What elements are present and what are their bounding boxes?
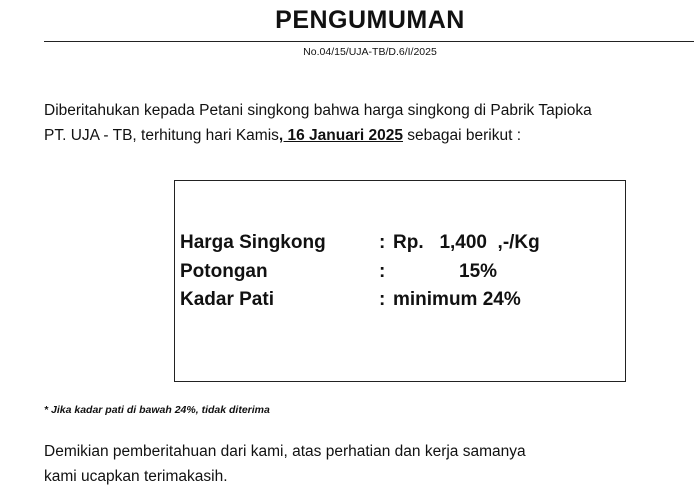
detail-value: Rp. 1,400 ,-/Kg (393, 232, 540, 253)
document-number: No.04/15/UJA-TB/D.6/I/2025 (303, 46, 437, 58)
detail-value: minimum 24% (393, 289, 521, 310)
intro-line-2-end: sebagai berikut : (402, 127, 522, 144)
intro-line-1: Diberitahukan kepada Petani singkong bahwa harga singkong di Pabrik Tapioka (44, 102, 592, 119)
footnote: * Jika kadar pati di bawah 24%, tidak diterima (44, 404, 270, 416)
detail-label: Harga Singkong (180, 232, 326, 253)
closing-line-1: Demikian pemberitahuan dari kami, atas perhatian dan kerja samanya (44, 443, 526, 460)
effective-date: , 16 Januari 2025 (278, 127, 403, 144)
intro-line-2-start: PT. UJA - TB, terhitung hari Kamis (44, 127, 279, 144)
detail-colon: : (379, 232, 386, 253)
intro-line-2 (44, 123, 592, 148)
detail-colon: : (379, 261, 386, 282)
announcement-title: PENGUMUMAN (275, 6, 465, 34)
price-details-box (174, 180, 626, 382)
intro-paragraph (44, 98, 592, 148)
detail-value: 15% (459, 261, 498, 282)
closing-paragraph (44, 439, 604, 489)
closing-line-2: kami ucapkan terimakasih. (44, 468, 228, 485)
detail-label: Potongan (180, 261, 268, 282)
detail-colon: : (379, 289, 386, 310)
detail-label: Kadar Pati (180, 289, 274, 310)
title-divider (44, 41, 694, 42)
